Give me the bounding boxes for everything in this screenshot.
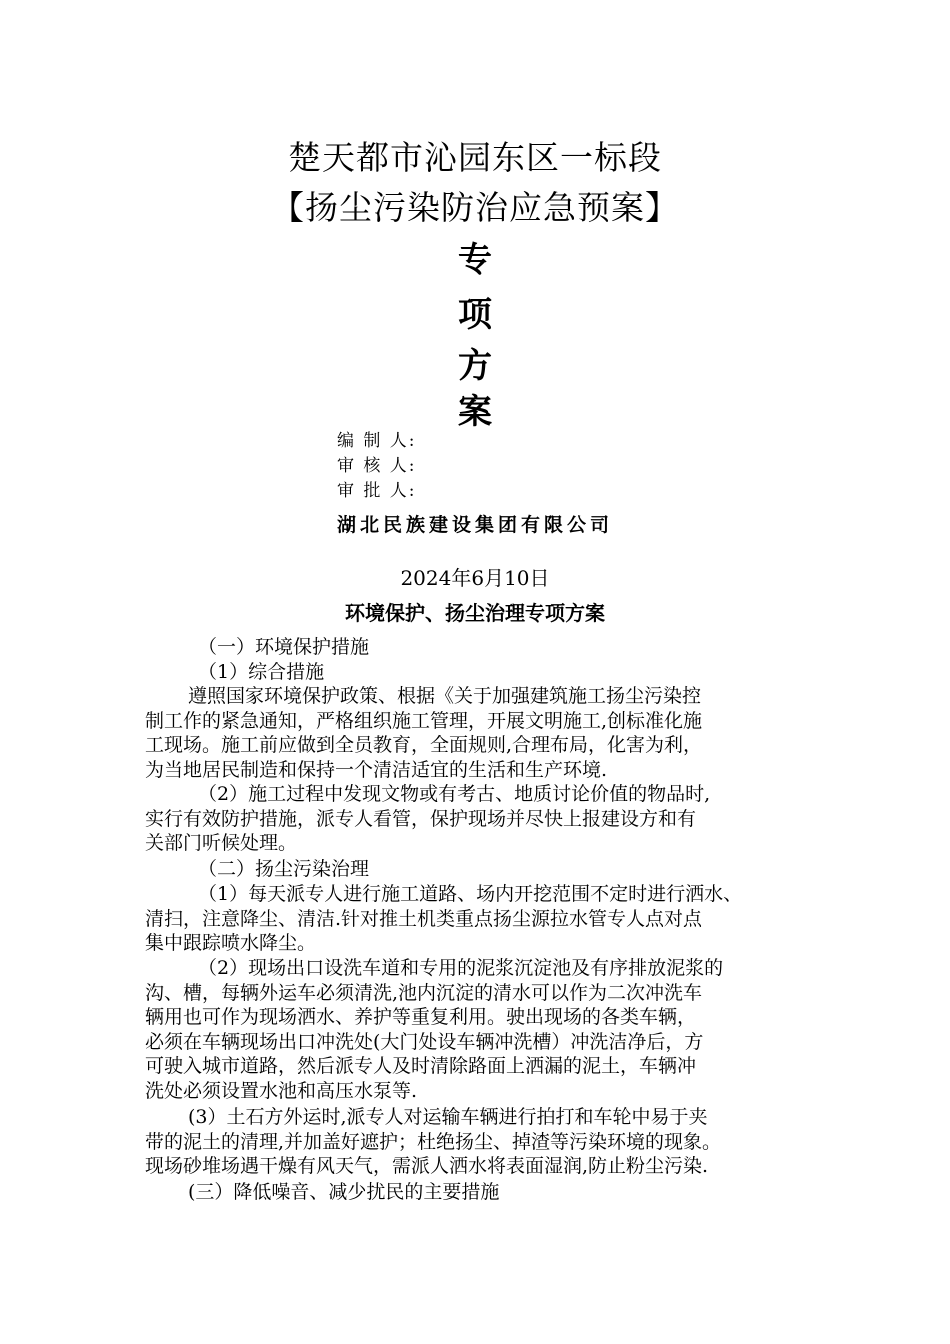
- vertical-title-char: 专: [458, 240, 492, 280]
- paragraph: [145, 857, 817, 882]
- document-subtitle: 【扬尘污染防治应急预案】: [271, 188, 679, 227]
- paragraph-line: 现场砂堆场遇干燥有风天气，需派人洒水将表面湿润,防止粉尘污染.: [145, 1155, 709, 1178]
- paragraph-line: 实行有效防护措施，派专人看管，保护现场并尽快上报建设方和有: [145, 807, 697, 830]
- paragraph: [145, 882, 817, 956]
- signature-approver: 审 批 人:: [337, 481, 417, 501]
- paragraph-line: 沟、槽，每辆外运车必须清洗,池内沉淀的清水可以作为二次冲洗车: [145, 981, 703, 1004]
- paragraph-line: 遵照国家环境保护政策、根据《关于加强建筑施工扬尘污染控: [188, 685, 702, 707]
- paragraph-line: 可驶入城市道路，然后派专人及时清除路面上洒漏的泥土，车辆冲: [145, 1055, 697, 1078]
- paragraph-line: 清扫，注意降尘、清洁.针对推土机类重点扬尘源拉水管专人点对点: [145, 907, 703, 930]
- company-name: 湖北民族建设集团有限公司: [336, 514, 613, 536]
- paragraph-line: 带的泥土的清理,并加盖好遮护；杜绝扬尘、掉渣等污染环境的现象。: [145, 1130, 722, 1153]
- paragraph-line: （一）环境保护措施: [198, 636, 370, 658]
- paragraph-line: (三）降低噪音、减少扰民的主要措施: [188, 1181, 500, 1203]
- signature-compiler: 编 制 人:: [337, 431, 417, 451]
- paragraph-line: 集中跟踪喷水降尘。: [145, 932, 317, 955]
- paragraph: [145, 782, 817, 856]
- paragraph-line: 辆用也可作为现场洒水、养护等重复利用。驶出现场的各类车辆，: [145, 1006, 697, 1029]
- section-heading: 环境保护、扬尘治理专项方案: [345, 601, 605, 625]
- paragraph-line: 必须在车辆现场出口冲洗处(大门处设车辆冲洗槽）冲洗洁净后，方: [145, 1030, 704, 1053]
- paragraph-line: （二）扬尘污染治理: [198, 858, 370, 880]
- paragraph-line: （2）现场出口设洗车道和专用的泥浆沉淀池及有序排放泥浆的: [198, 957, 724, 979]
- document-title: 楚天都市沁园东区一标段: [288, 138, 662, 177]
- paragraph-line: 为当地居民制造和保持一个清洁适宜的生活和生产环境.: [145, 758, 608, 781]
- signature-reviewer: 审 核 人:: [337, 456, 417, 476]
- paragraph-line: 工现场。施工前应做到全员教育，全面规则,合理布局，化害为利，: [145, 734, 703, 757]
- vertical-title-char: 项: [458, 295, 492, 335]
- document-date: 2024年6月10日: [400, 566, 550, 590]
- vertical-title-char: 案: [458, 392, 492, 432]
- paragraph-line: （1）每天派专人进行施工道路、场内开挖范围不定时进行洒水、: [198, 883, 743, 905]
- paragraph-line: （1）综合措施: [198, 661, 325, 683]
- paragraph: [145, 1180, 817, 1205]
- paragraph: [145, 635, 817, 660]
- paragraph-line: 制工作的紧急通知，严格组织施工管理，开展文明施工,创标准化施: [145, 709, 703, 732]
- paragraph-line: 洗处必须设置水池和高压水泵等.: [145, 1079, 418, 1102]
- paragraph-line: 关部门听候处理。: [145, 832, 298, 855]
- paragraph: [145, 1105, 817, 1179]
- paragraph: [145, 684, 817, 782]
- paragraph: [145, 956, 817, 1104]
- vertical-title-char: 方: [458, 346, 492, 386]
- paragraph-line: (3）土石方外运时,派专人对运输车辆进行拍打和车轮中易于夹: [188, 1106, 708, 1128]
- paragraph-line: （2）施工过程中发现文物或有考古、地质讨论价值的物品时,: [198, 783, 711, 805]
- paragraph: [145, 660, 817, 685]
